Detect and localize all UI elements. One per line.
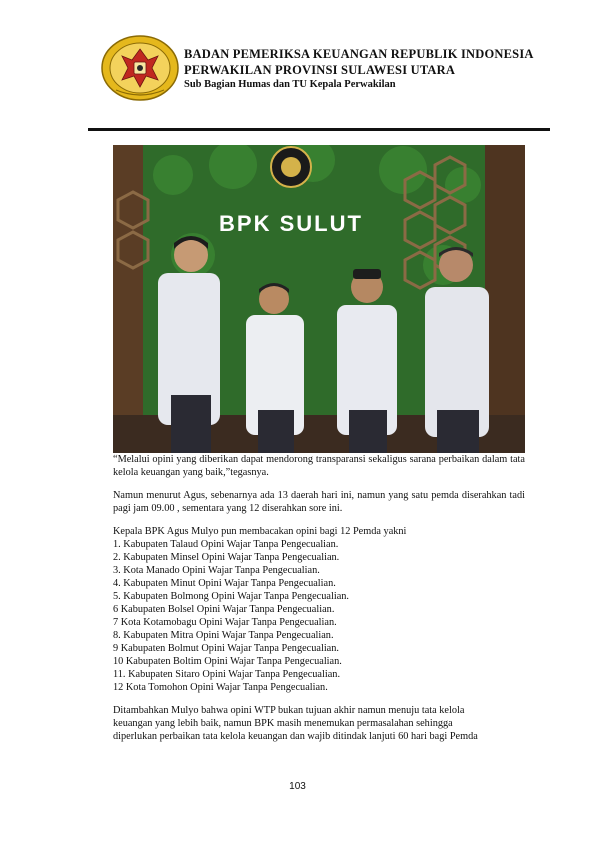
header-line-section: Sub Bagian Humas dan TU Kepala Perwakilan bbox=[184, 79, 396, 90]
page-number: 103 bbox=[289, 781, 306, 792]
header-line-agency: BADAN PEMERIKSA KEUANGAN REPUBLIK INDONESIA bbox=[184, 47, 534, 61]
article-body bbox=[113, 453, 525, 743]
header-divider bbox=[88, 128, 550, 131]
document-header bbox=[100, 34, 550, 104]
list-item: 7 Kota Kotamobagu Opini Wajar Tanpa Pengecualian. bbox=[113, 617, 337, 628]
group-photo bbox=[113, 145, 525, 453]
list-item: 12 Kota Tomohon Opini Wajar Tanpa Pengecualian. bbox=[113, 682, 328, 693]
list-item: 10 Kabupaten Boltim Opini Wajar Tanpa Pengecualian. bbox=[113, 656, 342, 667]
list-item: 9 Kabupaten Bolmut Opini Wajar Tanpa Pengecualian. bbox=[113, 643, 339, 654]
list-item: 3. Kota Manado Opini Wajar Tanpa Pengecualian. bbox=[113, 565, 320, 576]
photo-sign-text: BPK SULUT bbox=[219, 211, 363, 236]
list-item: 6 Kabupaten Bolsel Opini Wajar Tanpa Pengecualian. bbox=[113, 604, 335, 615]
list-item: 4. Kabupaten Minut Opini Wajar Tanpa Pengecualian. bbox=[113, 578, 336, 589]
header-line-office: PERWAKILAN PROVINSI SULAWESI UTARA bbox=[184, 63, 456, 77]
bpk-emblem-logo bbox=[100, 34, 180, 102]
list-item: 5. Kabupaten Bolmong Opini Wajar Tanpa Pengecualian. bbox=[113, 591, 349, 602]
closing-line: diperlukan perbaikan tata kelola keuangan dan wajib ditindak lanjuti 60 hari bagi Pemda bbox=[113, 731, 478, 742]
quote-paragraph: “Melalui opini yang diberikan dapat mendorong transparansi sekaligus sarana perbaikan dalam tata kelola keuangan yang baik,”tegasnya. bbox=[113, 454, 525, 478]
list-item: 11. Kabupaten Sitaro Opini Wajar Tanpa Pengecualian. bbox=[113, 669, 341, 680]
list-intro: Kepala BPK Agus Mulyo pun membacakan opini bagi 12 Pemda yakni bbox=[113, 526, 407, 537]
list-item: 1. Kabupaten Talaud Opini Wajar Tanpa Pengecualian. bbox=[113, 539, 339, 550]
closing-line: Ditambahkan Mulyo bahwa opini WTP bukan tujuan akhir namun menuju tata kelola bbox=[113, 705, 465, 716]
paragraph-schedule: Namun menurut Agus, sebenarnya ada 13 daerah hari ini, namun yang satu pemda diserahkan tadi pagi jam 09.00 , sementara yang 12 diserahkan sore ini. bbox=[113, 490, 525, 514]
list-item: 8. Kabupaten Mitra Opini Wajar Tanpa Pengecualian. bbox=[113, 630, 334, 641]
list-item: 2. Kabupaten Minsel Opini Wajar Tanpa Pengecualian. bbox=[113, 552, 340, 563]
closing-line: keuangan yang lebih baik, namun BPK masih menemukan permasalahan sehingga bbox=[113, 718, 453, 729]
